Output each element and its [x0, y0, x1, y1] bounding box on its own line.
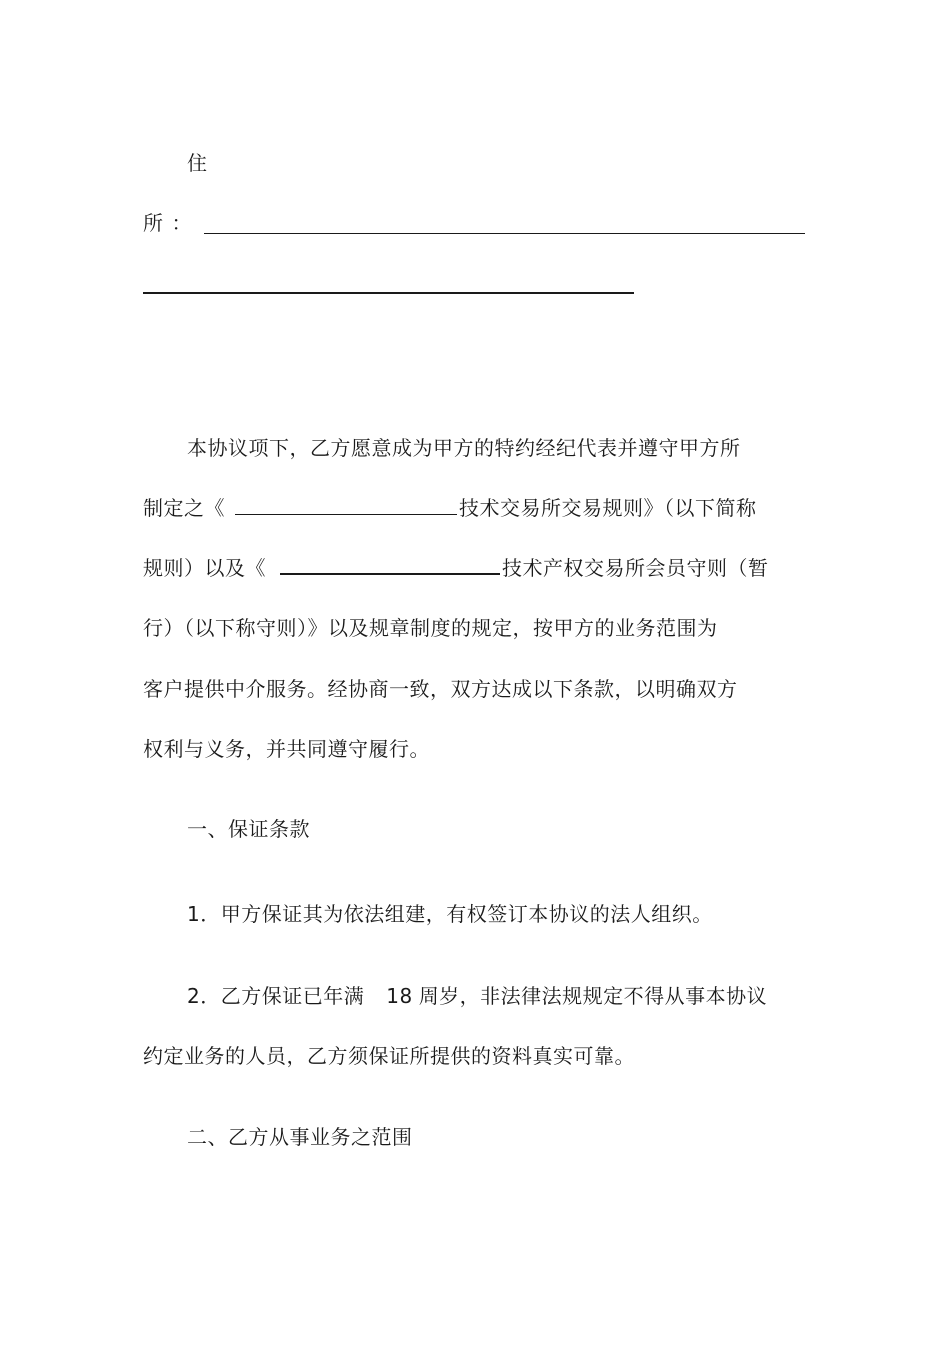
address-blank-line-2: [143, 292, 634, 294]
section-1-item-2-a: 2．乙方保证已年满: [187, 984, 365, 1008]
intro-line-2-b: 技术交易所交易规则》（以下简称: [459, 496, 757, 520]
address-colon: ：: [171, 211, 192, 235]
intro-line-6: 权利与义务，并共同遵守履行。: [143, 737, 430, 761]
address-blank-line-1: [204, 233, 805, 234]
exchange-name-blank-2: [280, 555, 500, 575]
address-label-text: 所: [143, 211, 164, 235]
intro-line-2-a: 制定之《: [143, 496, 225, 520]
section-2-heading: 二、乙方从事业务之范围: [187, 1125, 413, 1149]
section-1-item-1: 1．甲方保证其为依法组建，有权签订本协议的法人组织。: [187, 902, 713, 926]
age-number: 18: [386, 984, 413, 1008]
intro-line-1: 本协议项下，乙方愿意成为甲方的特约经纪代表并遵守甲方所: [187, 436, 741, 460]
section-1-heading: 一、保证条款: [187, 817, 310, 841]
intro-line-4: 行）（以下称守则）》以及规章制度的规定，按甲方的业务范围为: [143, 616, 718, 640]
section-1-item-2: [187, 983, 767, 1009]
section-1-item-2-b: 周岁，非法律法规规定不得从事本协议: [418, 984, 768, 1008]
exchange-name-blank-1: [235, 496, 457, 515]
intro-line-3-a: 规则）以及《: [143, 556, 266, 580]
section-1-item-2-continued: 约定业务的人员，乙方须保证所提供的资料真实可靠。: [143, 1044, 635, 1068]
intro-line-3: [143, 555, 769, 581]
intro-line-3-b: 技术产权交易所会员守则（暂: [502, 556, 769, 580]
intro-line-2: [143, 495, 757, 521]
intro-line-5: 客户提供中介服务。经协商一致，双方达成以下条款，以明确双方: [143, 677, 738, 701]
address-label-bottom: [143, 210, 192, 236]
address-label-top: 住: [187, 151, 208, 175]
